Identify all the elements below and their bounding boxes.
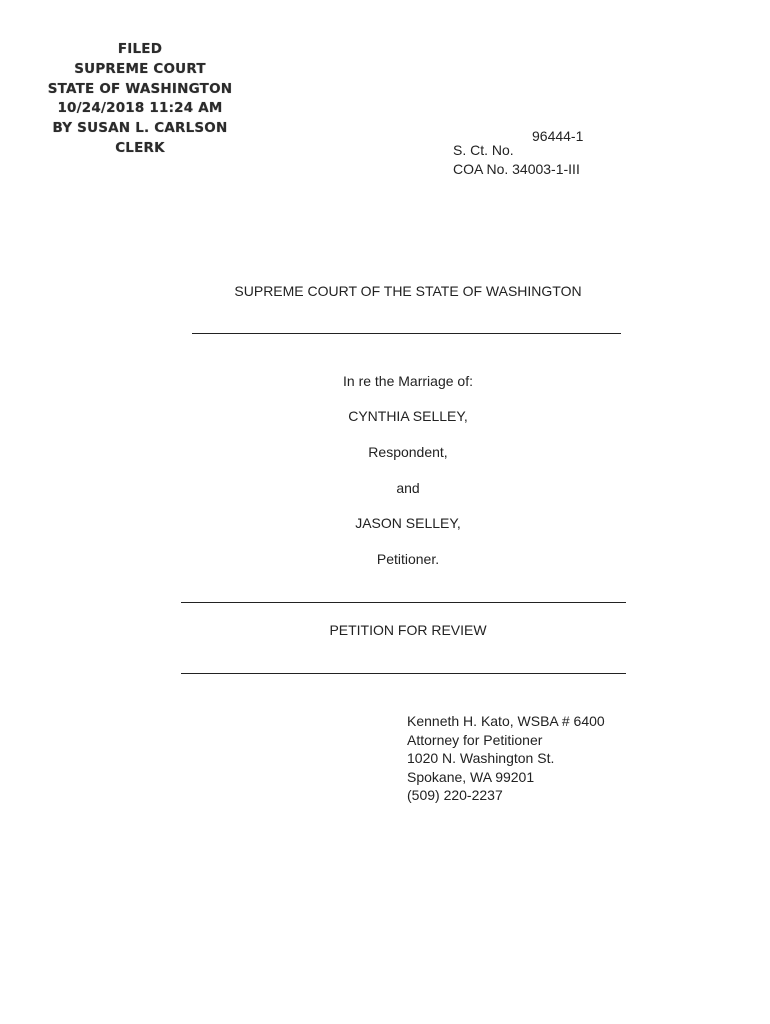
stamp-line-datetime: 10/24/2018 11:24 AM: [57, 100, 223, 117]
stamp-line-filed: FILED: [117, 41, 163, 57]
divider: [192, 333, 621, 334]
document-title: PETITION FOR REVIEW: [329, 622, 487, 638]
caption-party-petitioner: JASON SELLEY,: [355, 515, 461, 531]
attorney-block: [407, 712, 605, 805]
caption-intro: In re the Marriage of:: [343, 373, 473, 389]
attorney-phone: (509) 220-2237: [407, 787, 503, 803]
divider: [181, 602, 626, 603]
stamp-line-clerk-name: BY SUSAN L. CARLSON: [52, 120, 228, 137]
stamp-line-clerk-title: CLERK: [115, 139, 165, 156]
attorney-address-city: Spokane, WA 99201: [407, 768, 535, 785]
attorney-address-street: 1020 N. Washington St.: [407, 750, 555, 766]
divider: [181, 673, 626, 674]
stamp-line-state: STATE OF WASHINGTON: [47, 80, 233, 97]
clerk-filing-stamp: [30, 40, 250, 159]
court-title: SUPREME COURT OF THE STATE OF WASHINGTON: [234, 283, 582, 299]
caption-role-respondent: Respondent,: [368, 444, 448, 460]
supreme-court-case-number: 96444-1: [532, 128, 584, 144]
attorney-role: Attorney for Petitioner: [407, 731, 543, 748]
court-of-appeals-case-number: COA No. 34003-1-III: [453, 161, 580, 177]
attorney-name: Kenneth H. Kato, WSBA # 6400: [407, 713, 605, 729]
supreme-court-case-label: S. Ct. No.: [453, 142, 514, 158]
caption-role-petitioner: Petitioner.: [376, 551, 440, 567]
caption-party-respondent: CYNTHIA SELLEY,: [348, 408, 468, 424]
stamp-line-court: SUPREME COURT: [74, 60, 206, 77]
caption-conjunction: and: [396, 480, 420, 496]
